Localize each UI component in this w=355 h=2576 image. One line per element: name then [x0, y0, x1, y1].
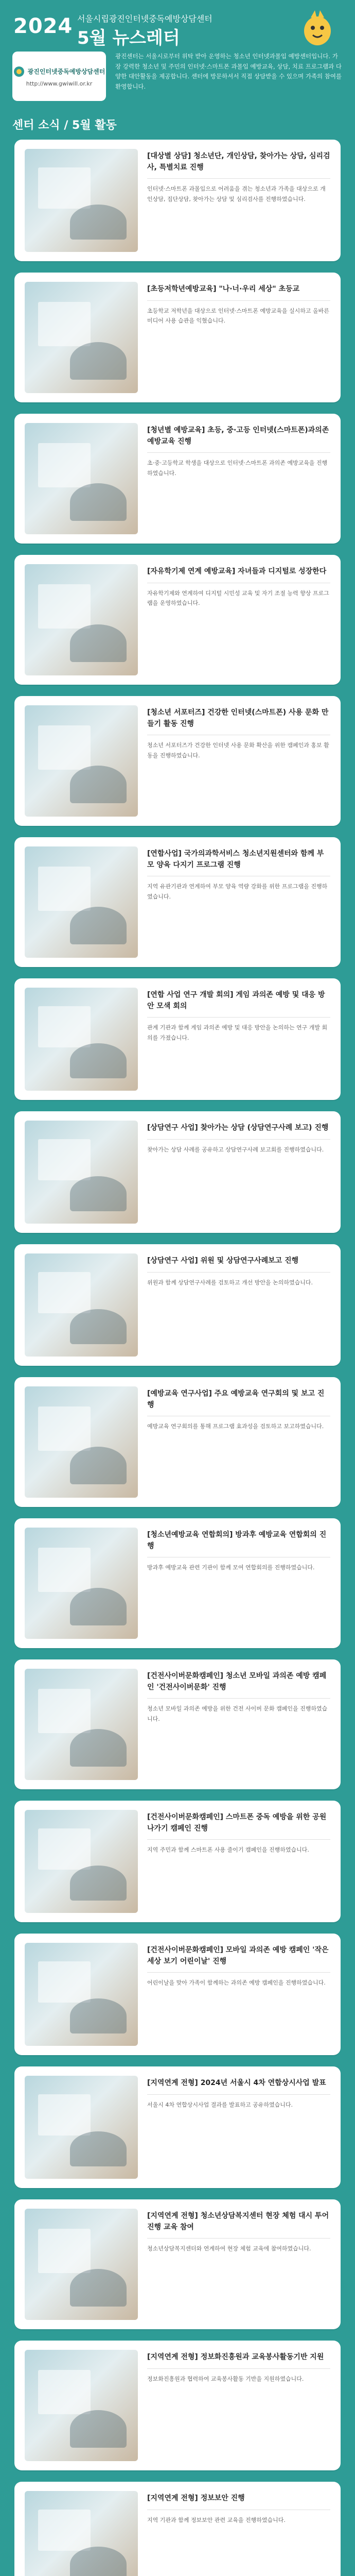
activity-body	[147, 1253, 330, 1357]
intro-section	[0, 52, 355, 111]
activity-card	[14, 414, 341, 544]
activity-card	[14, 555, 341, 685]
activity-text: 청소년상담복지센터와 연계하여 현장 체험 교육에 참여하였습니다.	[147, 2245, 311, 2252]
activity-text: 방과후 예방교육 관련 기관이 함께 모여 연합회의를 진행하였습니다.	[147, 1564, 315, 1571]
newsletter-title: 5월 뉴스레터	[77, 28, 180, 48]
activity-title: [청소년예방교육 연합회의] 방과후 예방교육 연합회의 진행	[147, 1530, 330, 1557]
activity-body	[147, 2350, 330, 2461]
activity-title: [청년별 예방교육] 초등, 중·고등 인터넷(스마트폰)과의존 예방교육 진행	[147, 425, 330, 453]
activity-body	[147, 2076, 330, 2179]
activity-card	[14, 273, 341, 402]
center-logo-card[interactable]	[12, 52, 106, 101]
activity-body	[147, 1386, 330, 1498]
activity-title: [건전사이버문화캠페인] 모바일 과의존 예방 캠페인 '작은 세상 보기 어린이날' 진행	[147, 1945, 330, 1973]
activity-card	[14, 1244, 341, 1366]
activity-photo	[25, 423, 138, 534]
activity-photo	[25, 2209, 138, 2320]
activity-photo	[25, 1253, 138, 1357]
organization-name: 서울시립광진인터넷중독예방상담센터	[77, 14, 212, 24]
mascot-icon	[299, 7, 335, 47]
activity-card	[14, 2066, 341, 2188]
activity-text: 서울시 4차 연합상시사업 결과를 발표하고 공유하였습니다.	[147, 2101, 293, 2108]
activity-photo	[25, 149, 138, 252]
activity-body	[147, 2491, 330, 2576]
activity-body	[147, 1669, 330, 1780]
activity-card	[14, 837, 341, 967]
activity-title: [지역연계 전형] 정보보안 진행	[147, 2493, 330, 2510]
section-title-may: 센터 소식 / 5월 활동	[12, 119, 117, 132]
activity-photo	[25, 1386, 138, 1498]
activity-photo	[25, 1810, 138, 1913]
activity-photo	[25, 1669, 138, 1780]
activity-body	[147, 1121, 330, 1224]
activity-photo	[25, 2076, 138, 2179]
newsletter-year: 2024	[13, 14, 73, 38]
activity-title: [건전사이버문화캠페인] 스마트폰 중독 예방을 위한 공원 나가기 캠페인 진행	[147, 1812, 330, 1840]
activity-body	[147, 2209, 330, 2320]
activity-text: 찾아가는 상담 사례를 공유하고 상담연구사례 보고회를 진행하였습니다.	[147, 1146, 324, 1153]
activity-photo	[25, 1943, 138, 2046]
activity-body	[147, 846, 330, 958]
activity-photo	[25, 2350, 138, 2461]
activity-card	[14, 2482, 341, 2576]
activity-photo	[25, 282, 138, 393]
activity-text: 지역 주민과 함께 스마트폰 사용 줄이기 캠페인을 진행하였습니다.	[147, 1846, 309, 1854]
activity-photo	[25, 1528, 138, 1639]
activity-body	[147, 149, 330, 252]
activity-text: 관계 기관과 함께 게임 과의존 예방 및 대응 방안을 논의하는 연구 개발 회의를 가졌습니다.	[147, 1024, 328, 1041]
activity-text: 정보화진흥원과 협력하여 교육봉사활동 기반을 지원하였습니다.	[147, 2375, 304, 2382]
activity-title: [상담연구 사업] 위원 및 상담연구사례보고 진행	[147, 1256, 330, 1273]
activity-card	[14, 1934, 341, 2055]
activity-text: 청소년 모바일 과의존 예방을 위한 건전 사이버 문화 캠페인을 진행하였습니다.	[147, 1705, 328, 1722]
newsletter-header	[0, 0, 355, 52]
activity-card	[14, 140, 341, 261]
activity-body	[147, 282, 330, 393]
activity-title: [자유학기제 연계 예방교육] 자녀들과 디지털로 성장한다	[147, 566, 330, 583]
activity-title: [대상별 상담] 청소년단, 개인상담, 찾아가는 상담, 심리검사, 특별치료 진행	[147, 151, 330, 179]
activity-photo	[25, 705, 138, 817]
center-logo	[13, 66, 105, 77]
activity-card	[14, 1518, 341, 1648]
activity-title: [지역연계 전형] 정보화진흥원과 교육봉사활동기반 지원	[147, 2352, 330, 2369]
activity-body	[147, 1943, 330, 2046]
activity-title: [예방교육 연구사업] 주요 예방교육 연구회의 및 보고 진행	[147, 1388, 330, 1416]
logo-text: 광진인터넷중독예방상담센터	[27, 68, 105, 75]
activity-body	[147, 423, 330, 534]
activity-title: [건전사이버문화캠페인] 청소년 모바일 과의존 예방 캠페인 '건전사이버문화' 진행	[147, 1671, 330, 1699]
activity-body	[147, 705, 330, 817]
activity-text: 초·중·고등학교 학생을 대상으로 인터넷·스마트폰 과의존 예방교육을 진행하였습니다.	[147, 460, 328, 477]
activity-card	[14, 1659, 341, 1789]
activity-body	[147, 1810, 330, 1913]
activity-text: 어린이날을 맞아 가족이 함께하는 과의존 예방 캠페인을 진행하였습니다.	[147, 1979, 326, 1987]
activity-text: 청소년 서포터즈가 건강한 인터넷 사용 문화 확산을 위한 캠페인과 홍보 활동을 진행하였습니다.	[147, 742, 329, 759]
activity-card	[14, 2341, 341, 2470]
activity-cards	[0, 140, 355, 2576]
activity-text: 예방교육 연구회의를 통해 프로그램 효과성을 검토하고 보고하였습니다.	[147, 1423, 324, 1430]
activity-photo	[25, 846, 138, 958]
activity-title: [지역연계 전형] 2024년 서울시 4차 연합상시사업 발표	[147, 2078, 330, 2095]
activity-photo	[25, 988, 138, 1091]
activity-photo	[25, 1121, 138, 1224]
logo-icon	[13, 66, 25, 77]
activity-card	[14, 978, 341, 1100]
activity-text: 지역 기관과 함께 정보보안 관련 교육을 진행하였습니다.	[147, 2516, 286, 2523]
activity-text: 자유학기제와 연계하여 디지털 시민성 교육 및 자기 조절 능력 향상 프로그램을 운영하였습니다.	[147, 589, 329, 606]
activity-text: 인터넷·스마트폰 과몰입으로 어려움을 겪는 청소년과 가족을 대상으로 개인상담, 집단상담, 찾아가는 상담 및 심리검사를 진행하였습니다.	[147, 185, 326, 202]
activity-title: [연합 사업 연구 개발 회의] 게임 과의존 예방 및 대응 방안 모색 회의	[147, 990, 330, 1018]
activity-body	[147, 1528, 330, 1639]
activity-card	[14, 1377, 341, 1507]
activity-body	[147, 988, 330, 1091]
activity-title: [초등저학년예방교육] "나·너·우리 세상" 초등교	[147, 284, 330, 301]
activity-title: [상담연구 사업] 찾아가는 상담 (상담연구사례 보고) 진행	[147, 1123, 330, 1140]
activity-card	[14, 696, 341, 826]
activity-title: [지역연계 전형] 청소년상담복지센터 현장 체험 대시 투어 진행 교육 참여	[147, 2211, 330, 2239]
center-url-link[interactable]: http://www.gwiwill.or.kr	[26, 80, 93, 87]
activity-photo	[25, 564, 138, 675]
activity-card	[14, 2199, 341, 2329]
intro-text: 광진센터는 서울시로부터 위탁 받아 운영하는 청소년 인터넷과몰입 예방센터입니다. 가장 강력한 청소년 및 주민의 인터넷·스마트폰 과몰입 예방교육, 상담, 치료 프로그램과 다양한 대안활동을 제공합니다. 센터에 방문하셔서 직접 상담받을 수 있으며 가족의 참여를 환영합니다.	[115, 53, 342, 90]
activity-text: 위원과 함께 상담연구사례를 검토하고 개선 방안을 논의하였습니다.	[147, 1279, 313, 1286]
activity-card	[14, 1801, 341, 1922]
activity-title: [연합사업] 국가의과학서비스 청소년지원센터와 함께 부모 양육 다지기 프로그램 진행	[147, 849, 330, 876]
activity-text: 초등학교 저학년을 대상으로 인터넷·스마트폰 예방교육을 실시하고 올바른 미디어 사용 습관을 익혔습니다.	[147, 307, 329, 324]
activity-card	[14, 1111, 341, 1233]
activity-body	[147, 564, 330, 675]
activity-title: [청소년 서포터즈] 건강한 인터넷(스마트폰) 사용 문화 만들기 활동 진행	[147, 707, 330, 735]
activity-text: 지역 유관기관과 연계하여 부모 양육 역량 강화를 위한 프로그램을 진행하였습니다.	[147, 883, 328, 900]
activity-photo	[25, 2491, 138, 2576]
